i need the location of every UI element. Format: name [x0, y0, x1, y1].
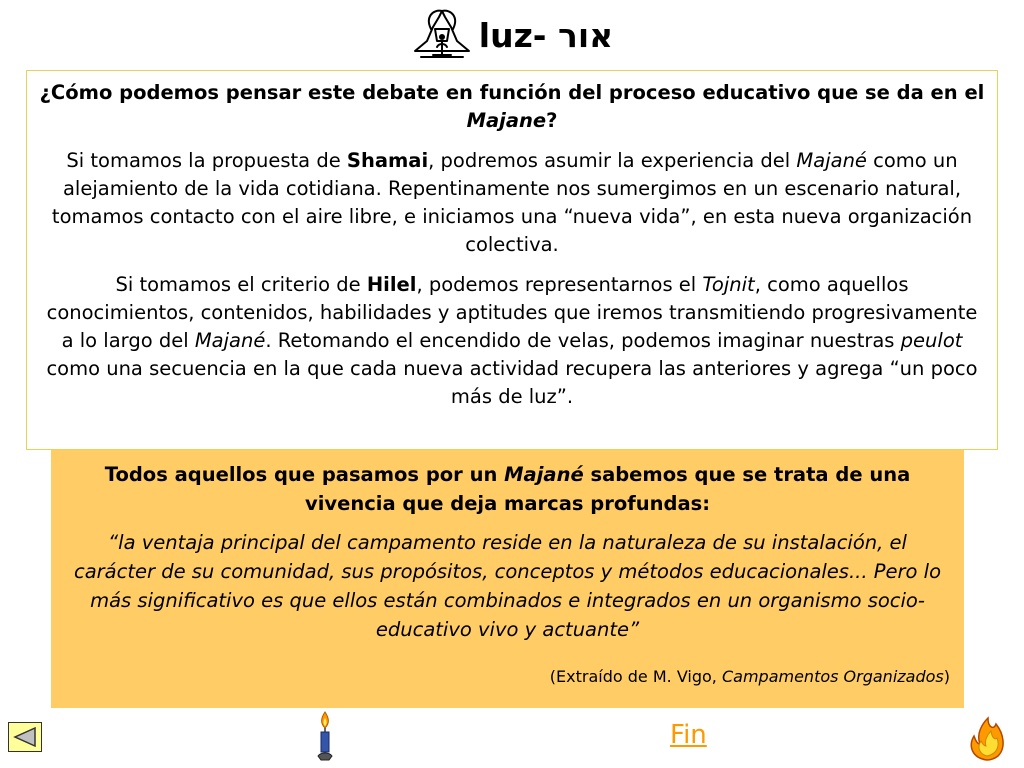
hilel-paragraph	[39, 271, 985, 411]
hilel-text-b: , podemos representarnos el	[416, 273, 703, 296]
hilel-name: Hilel	[366, 273, 417, 296]
shamai-name: Shamai	[346, 149, 429, 172]
fin-link[interactable]: Fin	[670, 720, 707, 750]
hilel-text-e: como una secuencia en la que cada nueva actividad recupera las anteriores y agrega “un poco más de luz”.	[46, 357, 978, 408]
flame-icon[interactable]	[966, 714, 1008, 762]
shamai-paragraph	[39, 147, 985, 259]
question-end: ?	[546, 109, 558, 132]
lead-text-b: sabemos que se trata de una vivencia que deja marcas profundas:	[304, 463, 911, 515]
bottom-quote-box	[51, 450, 964, 708]
top-text-box	[26, 70, 998, 450]
hilel-peulot: peulot	[900, 329, 963, 352]
question-paragraph	[39, 79, 985, 135]
source-text-b: )	[943, 667, 950, 686]
question-majane: Majane	[466, 109, 547, 132]
source-book: Campamentos Organizados	[721, 667, 944, 686]
hilel-text-a: Si tomamos el criterio de	[115, 273, 367, 296]
source-text-a: (Extraído de M. Vigo,	[549, 667, 722, 686]
lead-text-a: Todos aquellos que pasamos por un	[104, 463, 505, 486]
shamai-text-a: Si tomamos la propuesta de	[66, 149, 347, 172]
candle-icon	[313, 710, 337, 762]
previous-slide-button[interactable]	[8, 722, 42, 752]
hilel-text-d: . Retomando el encendido de velas, podemos imaginar nuestras	[265, 329, 901, 352]
question-text: ¿Cómo podemos pensar este debate en función del proceso educativo que se da en el	[39, 81, 985, 104]
quote-paragraph: “la ventaja principal del campamento reside en la naturaleza de su instalación, el carácter de su comunidad, sus propósitos, conceptos y métodos educacionales... Pero lo más significativo es que ellos están combinados e integrados en un organismo socio-educativo vivo y actuante”	[73, 531, 942, 641]
shamai-text-b: , podremos asumir la experiencia del	[428, 149, 797, 172]
hilel-text-c: , como aquellos conocimientos, contenidos, habilidades y aptitudes que iremos transmitiendo progresivamente a lo largo del	[46, 273, 978, 352]
triangle-left-icon	[12, 726, 38, 748]
lead-majane: Majané	[504, 463, 584, 486]
tzofim-scout-logo-icon	[411, 7, 473, 63]
source-citation	[65, 666, 950, 688]
lead-paragraph	[65, 460, 950, 518]
hilel-tojnit: Tojnit	[702, 273, 755, 296]
header	[0, 6, 1024, 64]
shamai-text-c: como un alejamiento de la vida cotidiana. Repentinamente nos sumergimos en un escenario natural, tomamos contacto con el aire libre, e iniciamos una “nueva vida”, en esta nueva organización colectiva.	[51, 149, 973, 256]
shamai-majane: Majané	[796, 149, 867, 172]
hilel-majane: Majané	[194, 329, 266, 352]
page-title: luz- אור	[478, 15, 614, 55]
